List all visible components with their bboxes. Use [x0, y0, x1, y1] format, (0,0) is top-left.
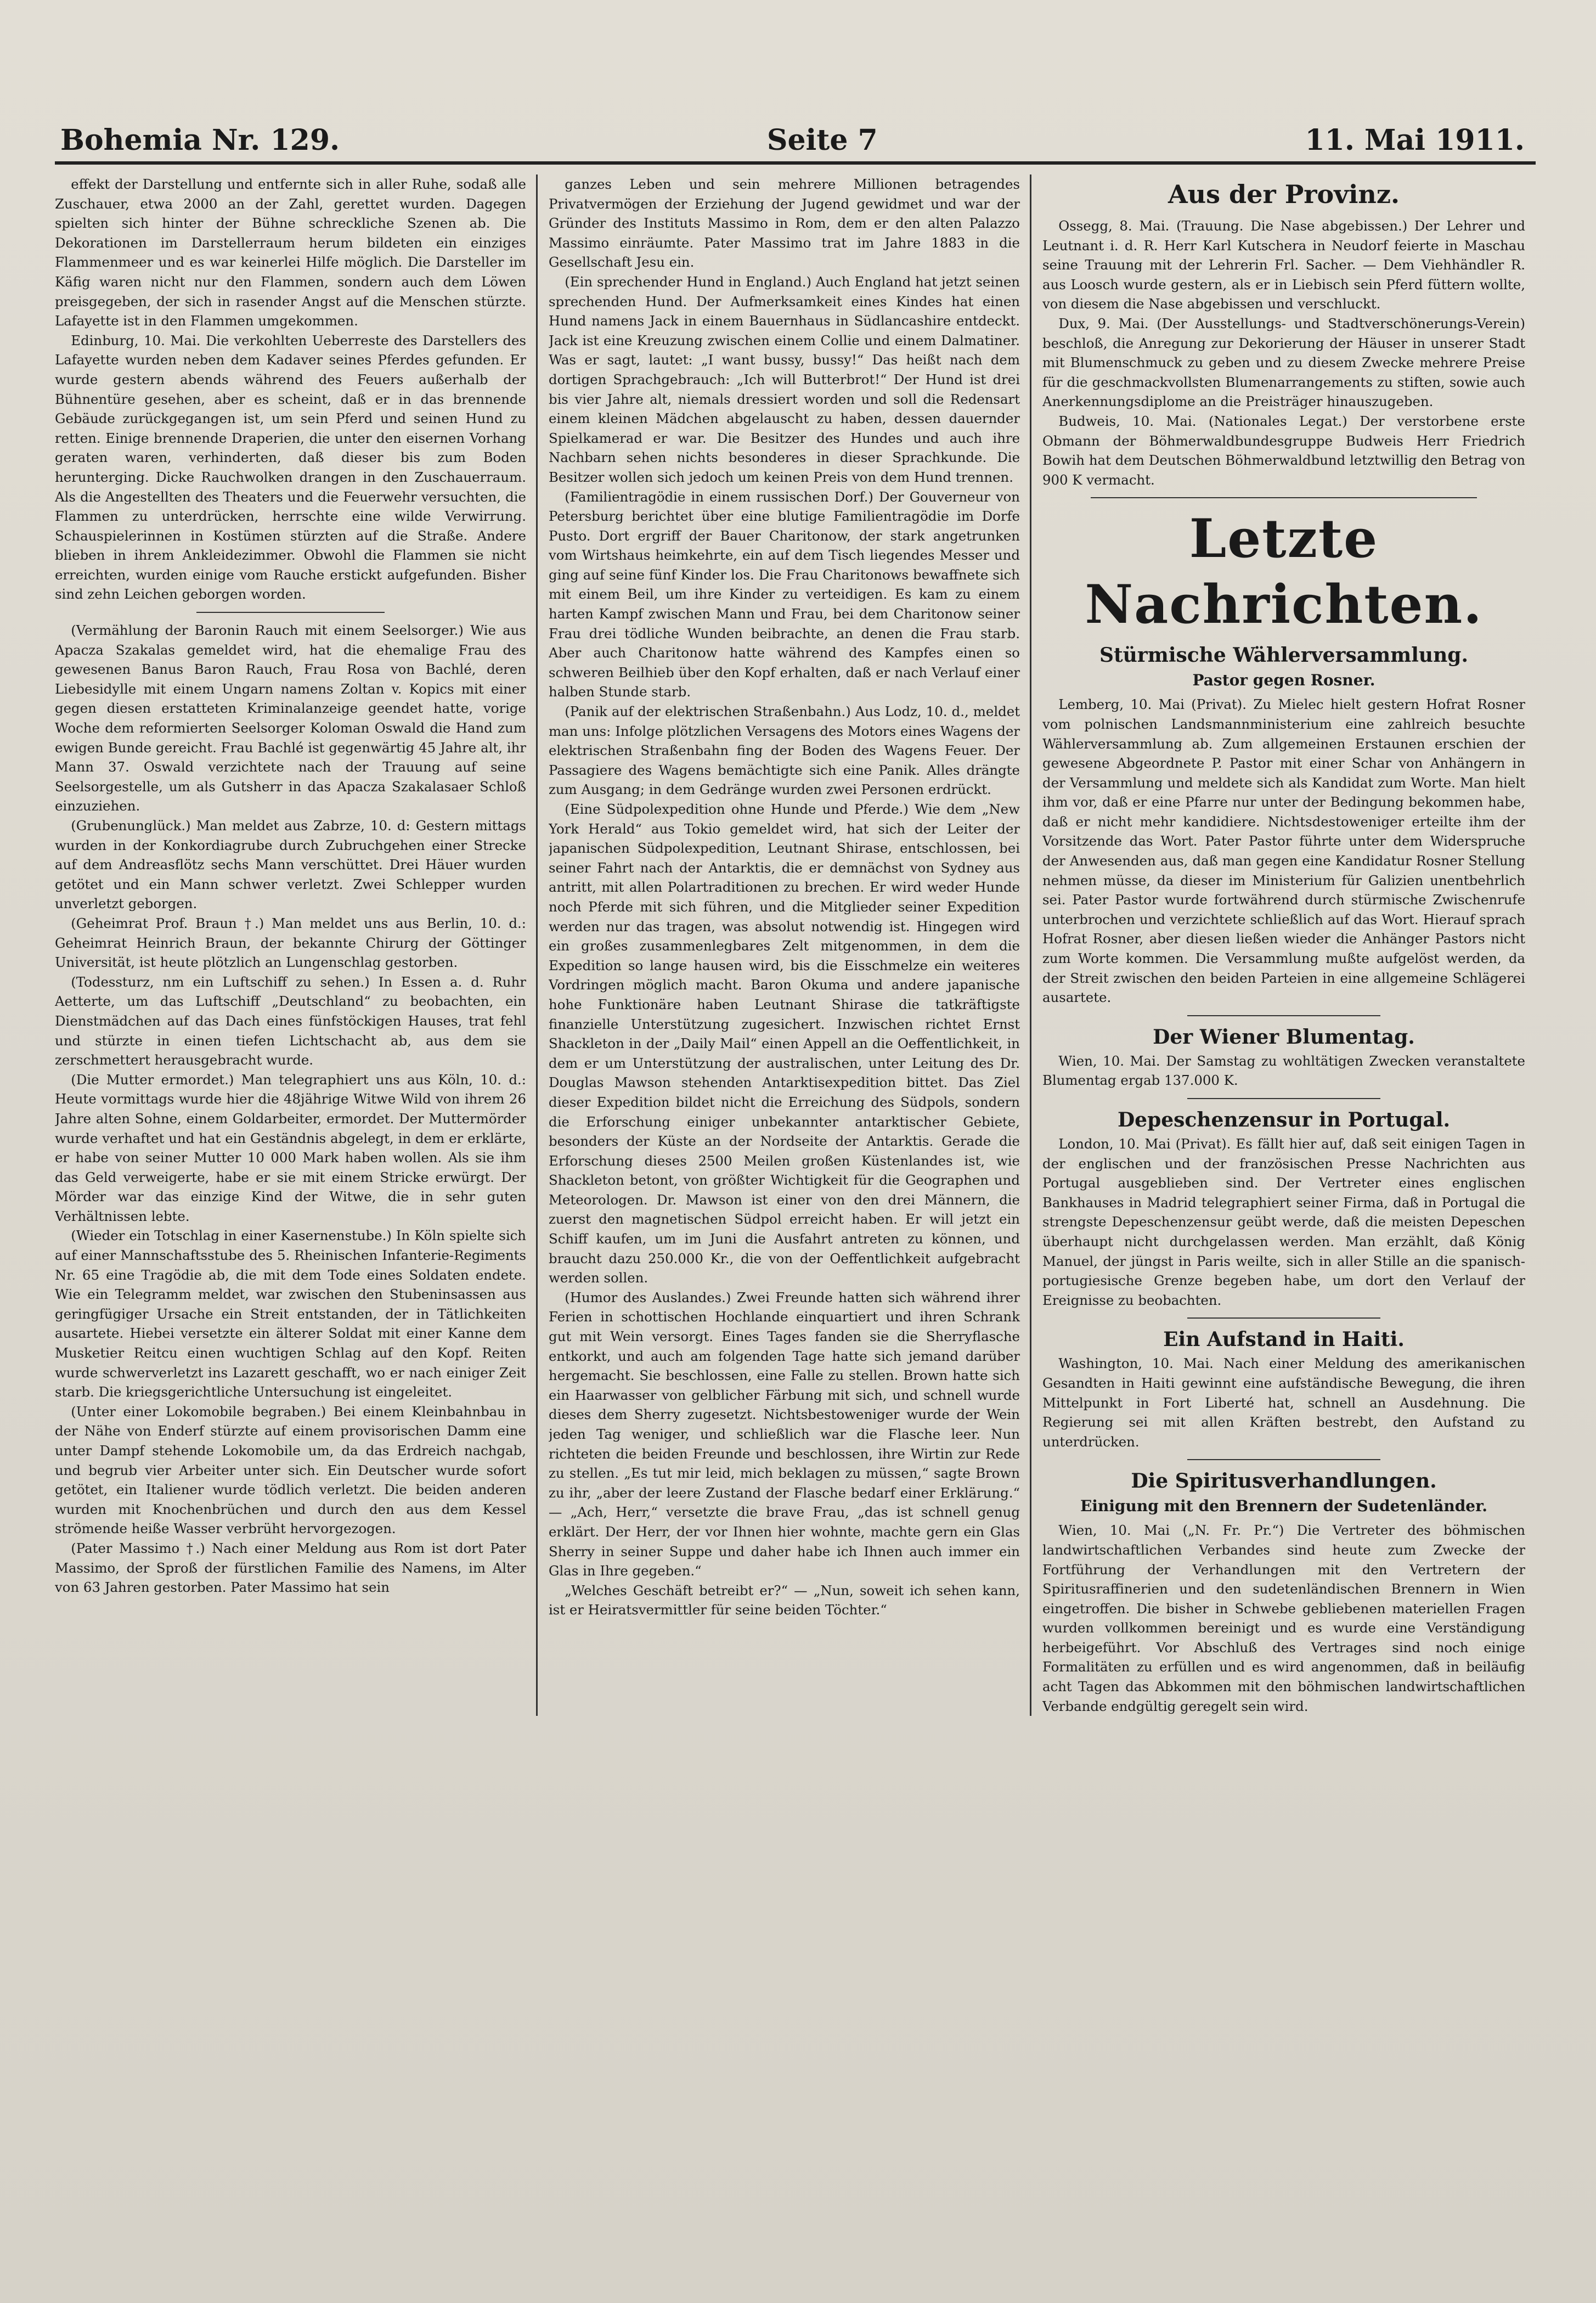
article-paragraph: Lemberg, 10. Mai (Privat). Zu Mielec hielt gestern Hofrat Rosner vom polnischen Landsmannministerium eine zahlreich besuchte Wählerversammlung ab. Zum allgemeinen Erstaunen erschien der gewesene Abgeordnete P. Pastor mit einer Schar von Anhängern in der Versammlung und meldete sich als Kandidat zum Worte. Man hielt ihm vor, daß er eine Pfarre nur unter der Bedingung bekommen habe, daß er nicht mehr kandidiere. Nichtsdestoweniger erteilte ihm der Vorsitzende das Wort. Pater Pastor führte unter dem Widerspruche der Anwesenden aus, daß man gegen eine Kandidatur Rosner Stellung nehmen müsse, da dieser im Ministerium für Galizien unentbehrlich sei. Pater Pastor wurde fortwährend durch stürmische Zwischenrufe unterbrochen und verzichtete schließlich auf das Wort. Hierauf sprach Hofrat Rosner, aber diesen ließen wieder die Anhänger Pastors nicht zum Worte kommen. Die Versammlung mußte aufgelöst werden, da der Streit zwischen den beiden Parteien in eine allgemeine Schlägerei ausartete. [1042, 696, 1525, 1006]
section-title-letzte-nachrichten: Letzte Nachrichten. [1085, 508, 1483, 636]
article-paragraph: (Eine Südpolexpedition ohne Hunde und Pferde.) Wie dem „New York Herald“ aus Tokio gemeldet wird, hat sich der Leiter der japanischen Südpolexpedition, Leutnant Shirase, entschlossen, bei seiner Fahrt nach der Antarktis, die er demnächst von Sydney aus antritt, mit allen Polartraditionen zu brechen. Er wird weder Hunde noch Pferde mit sich führen, und die Mitglieder seiner Expedition werden nur das tragen, was absolut notwendig ist. Hingegen wird ein großes zusammenlegbares Zelt mitgenommen, in dem die Expedition so lange hausen wird, bis die Eisschmelze ein weiteres Vordringen möglich macht. Baron Okuma und andere japanische hohe Funktionäre haben Leutnant Shirase die tatkräftigste finanzielle Unterstützung zugesichert. Inzwischen richtet Ernst Shackleton in der „Daily Mail“ einen Appell an die Oeffentlichkeit, in dem er um Unterstützung der australischen, unter Leitung des Dr. Douglas Mawson stehenden Antarktisexpedition bittet. Das Ziel dieser Expedition bildet nicht die Erreichung des Südpols, sondern die Erforschung einiger unbekannter antarktischer Gebiete, besonders der Küste an der Nordseite der Antarktis. Gerade die Erforschung dieses 2500 Meilen großen Küstenlandes ist, wie Shackleton betont, von größter Wichtigkeit für die Geographen und Meteorologen. Dr. Mawson ist einer von den drei Männern, die zuerst den magnetischen Südpol erreicht haben. Er will jetzt ein Schiff kaufen, um im Juni die Ausfahrt antreten zu können, und braucht dazu 250.000 Kr., die von der Oeffentlichkeit aufgebracht werden sollen. [549, 801, 1020, 1286]
article-paragraph: ganzes Leben und sein mehrere Millionen betragendes Privatvermögen der Erziehung der Jugend gewidmet und war der Gründer des Instituts Massimo in Rom, dem er den alten Palazzo Massimo einräumte. Pater Massimo trat im Jahre 1883 in die Gesellschaft Jesu ein. [549, 176, 1020, 271]
article-paragraph: Budweis, 10. Mai. (Nationales Legat.) Der verstorbene erste Obmann der Böhmerwaldbundesgruppe Budweis Herr Friedrich Bowih hat dem Deutschen Böhmerwaldbund letztwillig den Betrag von 900 K vermacht. [1042, 413, 1525, 488]
article-paragraph: effekt der Darstellung und entfernte sich in aller Ruhe, sodaß alle Zuschauer, etwa 2000 an der Zahl, gerettet wurden. Dagegen spielten sich hinter der Bühne schreckliche Szenen ab. Die Dekorationen im Darstellerraum herum bildeten ein einziges Flammenmeer und es war keinerlei Hilfe möglich. Die Darsteller im Käfig waren nicht nur den Flammen, sondern auch dem Löwen preisgegeben, der sich in rasender Angst auf die Menschen stürzte. Lafayette ist in den Flammen umgekommen. [55, 176, 526, 329]
article-columns [55, 174, 1536, 1716]
headline: Die Spiritusverhandlungen. [1131, 1469, 1437, 1493]
article-paragraph: Wien, 10. Mai. Der Samstag zu wohltätigen Zwecken veranstaltete Blumentag ergab 137.000 K. [1042, 1052, 1525, 1089]
article-paragraph: (Familientragödie in einem russischen Dorf.) Der Gouverneur von Petersburg berichtet über eine blutige Familientragödie im Dorfe Pusto. Dort ergriff der Bauer Charitonow, der stark angetrunken vom Wirtshaus heimkehrte, ein auf dem Tisch liegendes Messer und ging auf seine fünf Kinder los. Die Frau Charitonows bewaffnete sich mit einem Beil, um ihre Kinder zu verteidigen. Es kam zu einem harten Kampf zwischen Mann und Frau, bei dem Charitonow seiner Frau drei tödliche Wunden beibrachte, an denen die Frau starb. Aber auch Charitonow hatte während des Kampfes einen so schweren Beilhieb über den Kopf erhalten, daß er nach Verlauf einer halben Stunde starb. [549, 488, 1020, 700]
headline: Depeschenzensur in Portugal. [1117, 1108, 1451, 1131]
article-paragraph: (Vermählung der Baronin Rauch mit einem Seelsorger.) Wie aus Apacza Szakalas gemeldet wird, hat die ehemalige Frau des gewesenen Banus Baron Rauch, Frau Rosa von Bachlé, deren Liebesidylle mit einem Ungarn namens Zoltan v. Kopics mit einer gegen diesen erstatteten Kriminalanzeige geendet hatte, vorige Woche dem reformierten Seelsorger Koloman Oswald die Hand zum ewigen Bunde gereicht. Frau Bachlé ist gegenwärtig 45 Jahre alt, ihr Mann 37. Oswald verzichtete nach der Trauung auf seine Seelsorgestelle, um als Gutsherr in das Apacza Szakalasaer Schloß einzuziehen. [55, 622, 526, 814]
header-issue: Bohemia Nr. 129. [60, 123, 340, 157]
subheadline: Einigung mit den Brennern der Sudetenländer. [1080, 1497, 1488, 1516]
divider [1187, 1015, 1380, 1016]
article-paragraph: Ossegg, 8. Mai. (Trauung. Die Nase abgebissen.) Der Lehrer und Leutnant i. d. R. Herr Karl Kutschera in Neudorf feierte in Maschau seine Trauung mit der Lehrerin Frl. Sacher. — Dem Viehhändler R. aus Loosch wurde gestern, als er in Liebisch sein Pferd füttern wollte, von diesem die Nase abgebissen und verschluckt. [1042, 218, 1525, 312]
article-paragraph: „Welches Geschäft betreibt er?“ — „Nun, soweit ich sehen kann, ist er Heiratsvermittler für seine beiden Töchter.“ [549, 1582, 1020, 1618]
subheadline: Pastor gegen Rosner. [1192, 671, 1375, 690]
article-paragraph: (Ein sprechender Hund in England.) Auch England hat jetzt seinen sprechenden Hund. Der Aufmerksamkeit eines Kindes hat einen Hund namens Jack in einem Bauernhaus in Südlancashire entdeckt. Jack ist eine Kreuzung zwischen einem Collie und einem Dalmatiner. Was er sagt, lautet: „I want bussy, bussy!“ Das heißt nach dem dortigen Sprachgebrauch: „Ich will Butterbrot!“ Der Hund ist drei bis vier Jahre alt, niemals dressiert worden und soll die Redensart einem kleinen Mädchen abgelauscht zu haben, dessen dauernder Spielkamerad er war. Die Besitzer des Hundes und auch ihre Nachbarn sehen nichts besonderes in dieser Sprachkunde. Die Besitzer wollen sich jedoch um keinen Preis von dem Hund trennen. [549, 273, 1020, 485]
divider [1091, 497, 1477, 498]
headline: Stürmische Wählerversammlung. [1099, 644, 1468, 667]
column-1 [55, 174, 538, 1716]
divider [196, 612, 385, 613]
article-paragraph: Dux, 9. Mai. (Der Ausstellungs- und Stadtverschönerungs-Verein) beschloß, die Anregung zur Dekorierung der Häuser in unserer Stadt mit Blumenschmuck zu geben und zu diesem Zwecke mehrere Preise für die geschmackvollsten Blumenarrangements zu stiften, sowie auch Anerkennungsdiplome an die Preisträger hinauszugeben. [1042, 315, 1525, 410]
article-paragraph: (Unter einer Lokomobile begraben.) Bei einem Kleinbahnbau in der Nähe von Enderf stürzte auf einem provisorischen Damm eine unter Dampf stehende Lokomobile um, da das Erdreich nachgab, und begrub vier Arbeiter unter sich. Ein Deutscher wurde sofort getötet, ein Italiener wurde tödlich verletzt. Die beiden anderen wurden mit Knochenbrüchen und durch den aus dem Kessel strömende heiße Wasser verbrüht hervorgezogen. [55, 1403, 526, 1537]
article-paragraph: Edinburg, 10. Mai. Die verkohlten Ueberreste des Darstellers des Lafayette wurden neben dem Kadaver seines Pferdes gefunden. Er wurde gestern abends während des Feuers außerhalb der Bühnentüre gesehen, aber es scheint, daß er in das brennende Gebäude zurückgegangen ist, um sein Pferd und seinen Hund zu retten. Einige brennende Draperien, die unter den eisernen Vorhang geraten waren, verhinderten, daß dieser bis zum Boden herunterging. Dicke Rauchwolken drangen in den Zuschauerraum. Als die Angestellten des Theaters und die Feuerwehr versuchten, die Flammen zu unterdrücken, herrschte eine wilde Verwirrung. Schauspielerinnen in Kostümen stürzten auf die Straße. Andere blieben in ihrem Ankleidezimmer. Obwohl die Flammen sie nicht erreichten, wurden einige vom Rauche erstickt aufgefunden. Bisher sind zehn Leichen geborgen worden. [55, 332, 526, 603]
column-3 [1042, 174, 1525, 1716]
article-paragraph: (Todessturz, nm ein Luftschiff zu sehen.) In Essen a. d. Ruhr Aetterte, um das Luftschiff „Deutschland“ zu beobachten, ein Dienstmädchen auf das Dach eines fünfstöckigen Hauses, trat fehl und stürzte in einen tiefen Lichtschacht ab, aus dem sie zerschmettert herausgebracht wurde. [55, 973, 526, 1068]
headline: Der Wiener Blumentag. [1153, 1025, 1415, 1049]
section-title-provinz: Aus der Provinz. [1168, 179, 1400, 209]
divider [1187, 1098, 1380, 1099]
header-date: 11. Mai 1911. [1305, 123, 1525, 157]
article-paragraph: (Pater Massimo †.) Nach einer Meldung aus Rom ist dort Pater Massimo, der Sproß der fürstlichen Familie des Namens, im Alter von 63 Jahren gestorben. Pater Massimo hat sein [55, 1540, 526, 1596]
article-paragraph: (Geheimrat Prof. Braun †.) Man meldet uns aus Berlin, 10. d.: Geheimrat Heinrich Braun, der bekannte Chirurg der Göttinger Universität, ist heute plötzlich an Lungenschlag gestorben. [55, 915, 526, 971]
divider [1187, 1459, 1380, 1460]
headline: Ein Aufstand in Haiti. [1163, 1328, 1405, 1352]
page-header [55, 123, 1536, 165]
article-paragraph: (Grubenunglück.) Man meldet aus Zabrze, 10. d: Gestern mittags wurden in der Konkordiagrube durch Zubruchgehen einer Strecke auf dem Andreasflötz sechs Mann verschüttet. Drei Häuer wurden getötet und ein Mann schwer verletzt. Zwei Schlepper wurden unverletzt geborgen. [55, 818, 526, 912]
article-paragraph: (Humor des Auslandes.) Zwei Freunde hatten sich während ihrer Ferien in schottischen Hochlande einquartiert und ihren Schrank gut mit Wein versorgt. Eines Tages fanden sie die Sherryflasche entkorkt, und auch am folgenden Tage hatte sich jemand darüber hergemacht. Sie beschlossen, eine Falle zu stellen. Brown hatte sich ein Haarwasser von gelblicher Färbung mit sich, und schnell wurde dieses dem Sherry zugesetzt. Nichtsbestoweniger wurde der Wein jeden Tag weniger, und schließlich war die Flasche leer. Nun richteten die beiden Freunde und beschlossen, ihre Wirtin zur Rede zu stellen. „Es tut mir leid, mich beklagen zu müssen,“ sagte Brown zu ihr, „aber der leere Zustand der Flasche bedarf einer Erklärung.“ — „Ach, Herr,“ versetzte die brave Frau, „das ist schnell genug erklärt. Der Herr, der vor Ihnen hier wohnte, machte gern ein Glas Sherry in seiner Suppe und daher habe ich Ihnen auch immer ein Glas in Ihre gegeben.“ [549, 1289, 1020, 1579]
article-paragraph: Washington, 10. Mai. Nach einer Meldung des amerikanischen Gesandten in Haiti gewinnt eine aufständische Bewegung, die ihren Mittelpunkt in Fort Liberté hat, schnell an Ausdehnung. Die Regierung sei mit allen Kräften bestrebt, den Aufstand zu unterdrücken. [1042, 1355, 1525, 1450]
article-paragraph: Wien, 10. Mai („N. Fr. Pr.“) Die Vertreter des böhmischen landwirtschaftlichen Verbandes sind heute zum Zwecke der Fortführung der Verhandlungen mit den Vertretern der Spiritusraffinerien und den sudetenländischen Brennern in Wien eingetroffen. Die bisher in Schwebe gebliebenen materiellen Fragen wurden vollkommen bereinigt und es wurde eine Verständigung herbeigeführt. Vor Abschluß des Vertrages sind noch einige Formalitäten zu erfüllen und es wird angenommen, daß in beiläufig acht Tagen das Abkommen mit den böhmischen landwirtschaftlichen Verbande endgültig geregelt sein wird. [1042, 1522, 1525, 1714]
header-page-number: Seite 7 [766, 123, 878, 157]
article-paragraph: (Wieder ein Totschlag in einer Kasernenstube.) In Köln spielte sich auf einer Mannschaftsstube des 5. Rheinischen Infanterie-Regiments Nr. 65 eine Tragödie ab, die mit dem Tode eines Soldaten endete. Wie ein Telegramm meldet, war zwischen den Stubeninsassen aus geringfügiger Ursache ein Streit entstanden, der in Tätlichkeiten ausartete. Hiebei versetzte ein älterer Soldat mit einer Kanne dem Musketier Reitcu einen wuchtigen Schlag auf den Kopf. Reiten wurde schwerverletzt ins Lazarett geschafft, wo er nach einiger Zeit starb. Die kriegsgerichtliche Untersuchung ist eingeleitet. [55, 1227, 526, 1400]
article-paragraph: (Die Mutter ermordet.) Man telegraphiert uns aus Köln, 10. d.: Heute vormittags wurde hier die 48jährige Witwe Wild von ihrem 26 Jahre alten Sohne, einem Goldarbeiter, ermordet. Der Muttermörder wurde verhaftet und hat ein Geständnis abgelegt, in dem er erklärte, er habe von seiner Mutter 10 000 Mark haben wollen. Als sie ihm das Geld verweigerte, habe er sie mit einem Stricke erwürgt. Der Mörder war das einzige Kind der Witwe, die in sehr guten Verhältnissen lebte. [55, 1071, 526, 1224]
article-paragraph: London, 10. Mai (Privat). Es fällt hier auf, daß seit einigen Tagen in der englischen und der französischen Presse Nachrichten aus Portugal ausgeblieben sind. Der Vertreter eines englischen Bankhauses in Madrid telegraphiert seiner Firma, daß in Portugal die strengste Depeschenzensur geübt werde, daß die meisten Depeschen überhaupt nicht durchgelassen werden. Man erzählt, daß König Manuel, der jüngst in Paris weilte, sich in aller Stille an die spanisch-portugiesische Grenze begeben habe, um dort den Verlauf der Ereignisse zu beobachten. [1042, 1136, 1525, 1308]
column-2 [549, 174, 1031, 1716]
article-paragraph: (Panik auf der elektrischen Straßenbahn.) Aus Lodz, 10. d., meldet man uns: Infolge plötzlichen Versagens des Motors eines Wagens der elektrischen Straßenbahn fing der Boden des Wagens Feuer. Der Passagiere des Wagens bemächtigte sich eine Panik. Alles drängte zum Ausgang; in dem Gedränge wurden zwei Personen erdrückt. [549, 703, 1020, 798]
divider [1187, 1317, 1380, 1319]
